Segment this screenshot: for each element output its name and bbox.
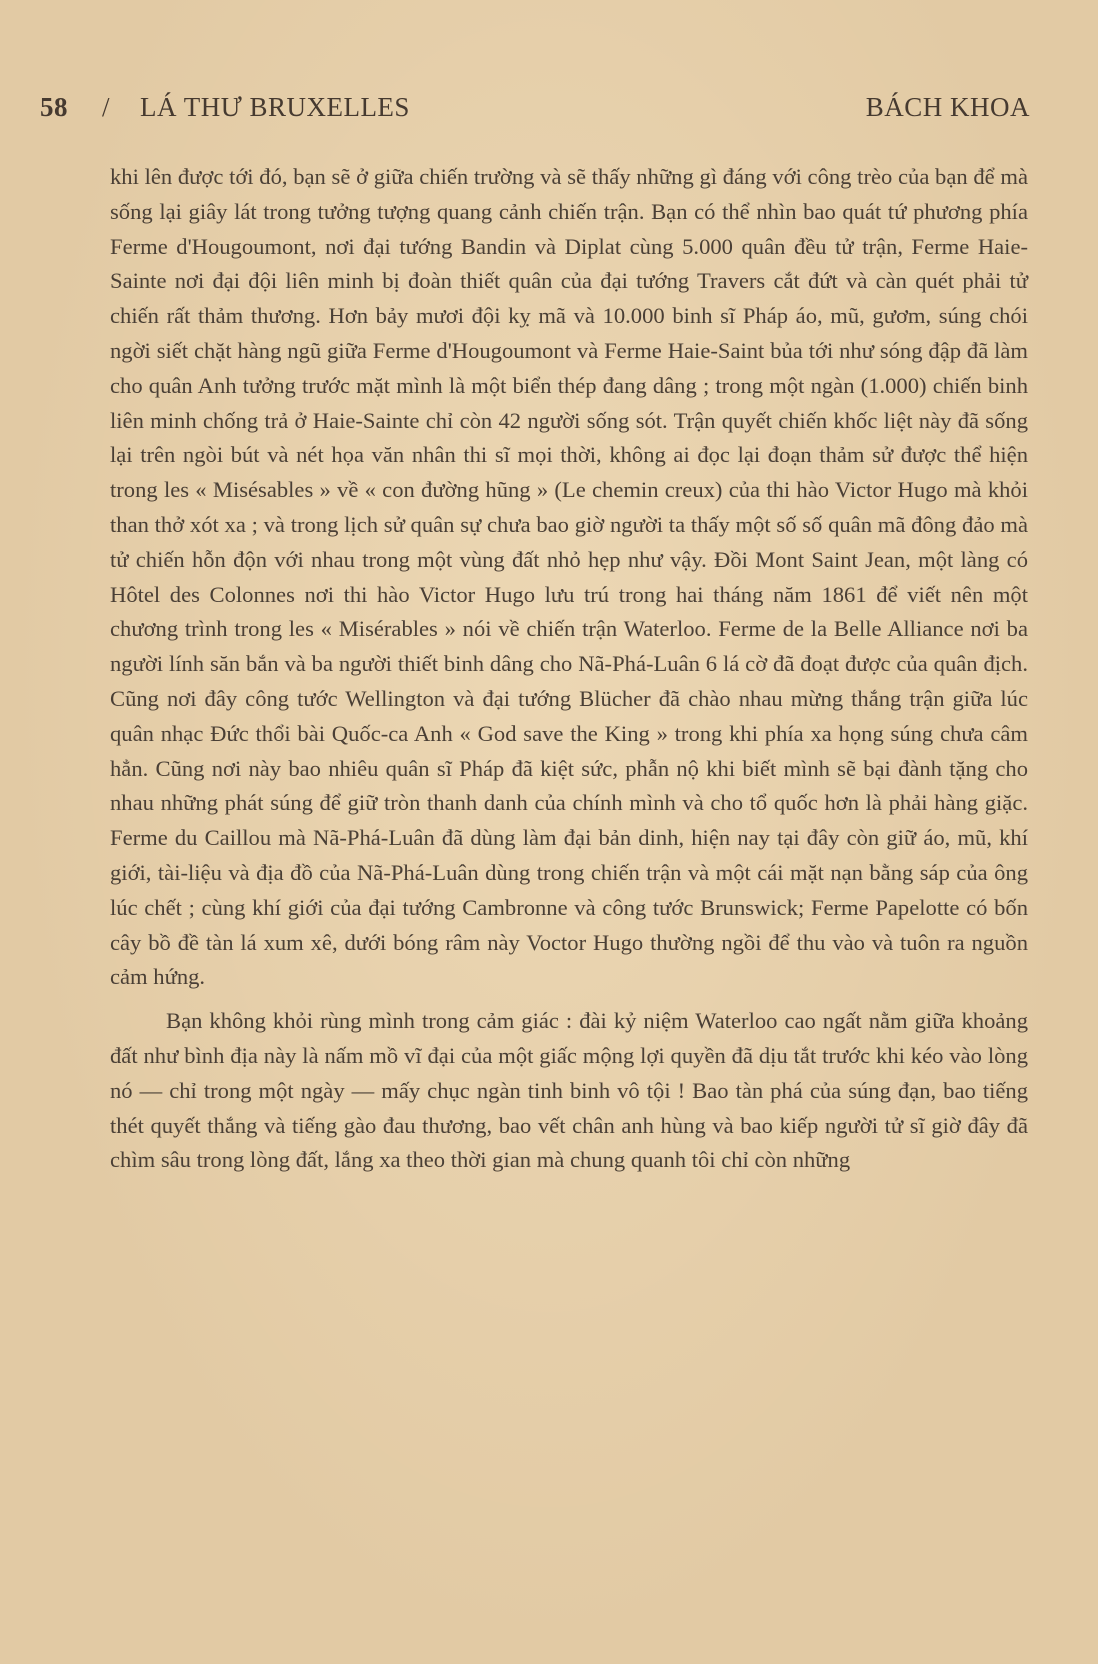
paragraph: Bạn không khỏi rùng mình trong cảm giác : đài kỷ niệm Waterloo cao ngất nằm giữa khoảng đất như bình địa này là nấm mồ vĩ đại của một giấc mộng lợi quyền đã dịu tắt trước khi kéo vào lòng nó — chỉ trong một ngày — mấy chục ngàn tinh binh vô tội ! Bao tàn phá của súng đạn, bao tiếng thét quyết thắng và tiếng gào đau thương, bao vết chân anh hùng và bao kiếp người tử sĩ giờ đây đã chìm sâu trong lòng đất, lắng xa theo thời gian mà chung quanh tôi chỉ còn những	[110, 1008, 1028, 1173]
header-separator: /	[102, 92, 111, 122]
journal-name: BÁCH KHOA	[865, 92, 1030, 122]
page-header	[40, 92, 1030, 132]
paragraph-continued: khi lên được tới đó, bạn sẽ ở giữa chiến trường và sẽ thấy những gì đáng với công trèo của bạn để mà sống lại giây lát trong tưởng tượng quang cảnh chiến trận. Bạn có thể nhìn bao quát tứ phương phía Ferme d'Hougoumont, nơi đại tướng Bandin và Diplat cùng 5.000 quân đều tử trận, Ferme Haie-Sainte nơi đại đội liên minh bị đoàn thiết quân của đại tướng Travers cắt đứt và càn quét phải tử chiến rất thảm thương. Hơn bảy mươi đội kỵ mã và 10.000 binh sĩ Pháp áo, mũ, gươm, súng chói ngời siết chặt hàng ngũ giữa Ferme d'Hougoumont và Ferme Haie-Saint bủa tới như sóng đập đã làm cho quân Anh tưởng trước mặt mình là một biển thép đang dâng ; trong một ngàn (1.000) chiến binh liên minh chống trả ở Haie-Sainte chỉ còn 42 người sống sót. Trận quyết chiến khốc liệt này đã sống lại trên ngòi bút và nét họa văn nhân thi sĩ mọi thời, không ai đọc lại đoạn thảm sử được thể hiện trong les « Misésables » về « con đường hũng » (Le chemin creux) của thi hào Victor Hugo mà khỏi than thở xót xa ; và trong lịch sử quân sự chưa bao giờ người ta thấy một số số quân mã đông đảo mà tử chiến hỗn độn với nhau trong một vùng đất nhỏ hẹp như vậy. Đồi Mont Saint Jean, một làng có Hôtel des Colonnes nơi thi hào Victor Hugo lưu trú trong hai tháng năm 1861 để viết nên một chương trình trong les « Misérables » nói về chiến trận Waterloo. Ferme de la Belle Alliance nơi ba người lính săn bắn và ba người thiết binh dâng cho Nã-Phá-Luân 6 lá cờ đã đoạt được của quân địch. Cũng nơi đây công tước Wellington và đại tướng Blücher đã chào nhau mừng thắng trận giữa lúc quân nhạc Đức thổi bài Quốc-ca Anh « God save the King » trong khi phía xa họng súng chưa câm hẳn. Cũng nơi này bao nhiêu quân sĩ Pháp đã kiệt sức, phẫn nộ khi biết mình sẽ bại đành tặng cho nhau những phát súng để giữ tròn thanh danh của chính mình và cho tổ quốc hơn là phải hàng giặc. Ferme du Caillou mà Nã-Phá-Luân đã dùng làm đại bản dinh, hiện nay tại đây còn giữ áo, mũ, khí giới, tài-liệu và địa đồ của Nã-Phá-Luân dùng trong chiến trận và một cái mặt nạn bằng sáp của ông lúc chết ; cùng khí giới của đại tướng Cambronne và công tước Brunswick; Ferme Papelotte có bốn cây bồ đề tàn lá xum xê, dưới bóng râm này Voctor Hugo thường ngồi để thu vào và tuôn ra nguồn cảm hứng.	[110, 164, 1028, 990]
page-number: 58	[40, 92, 68, 122]
running-title: LÁ THƯ BRUXELLES	[140, 92, 410, 122]
article-body	[110, 160, 1028, 1178]
